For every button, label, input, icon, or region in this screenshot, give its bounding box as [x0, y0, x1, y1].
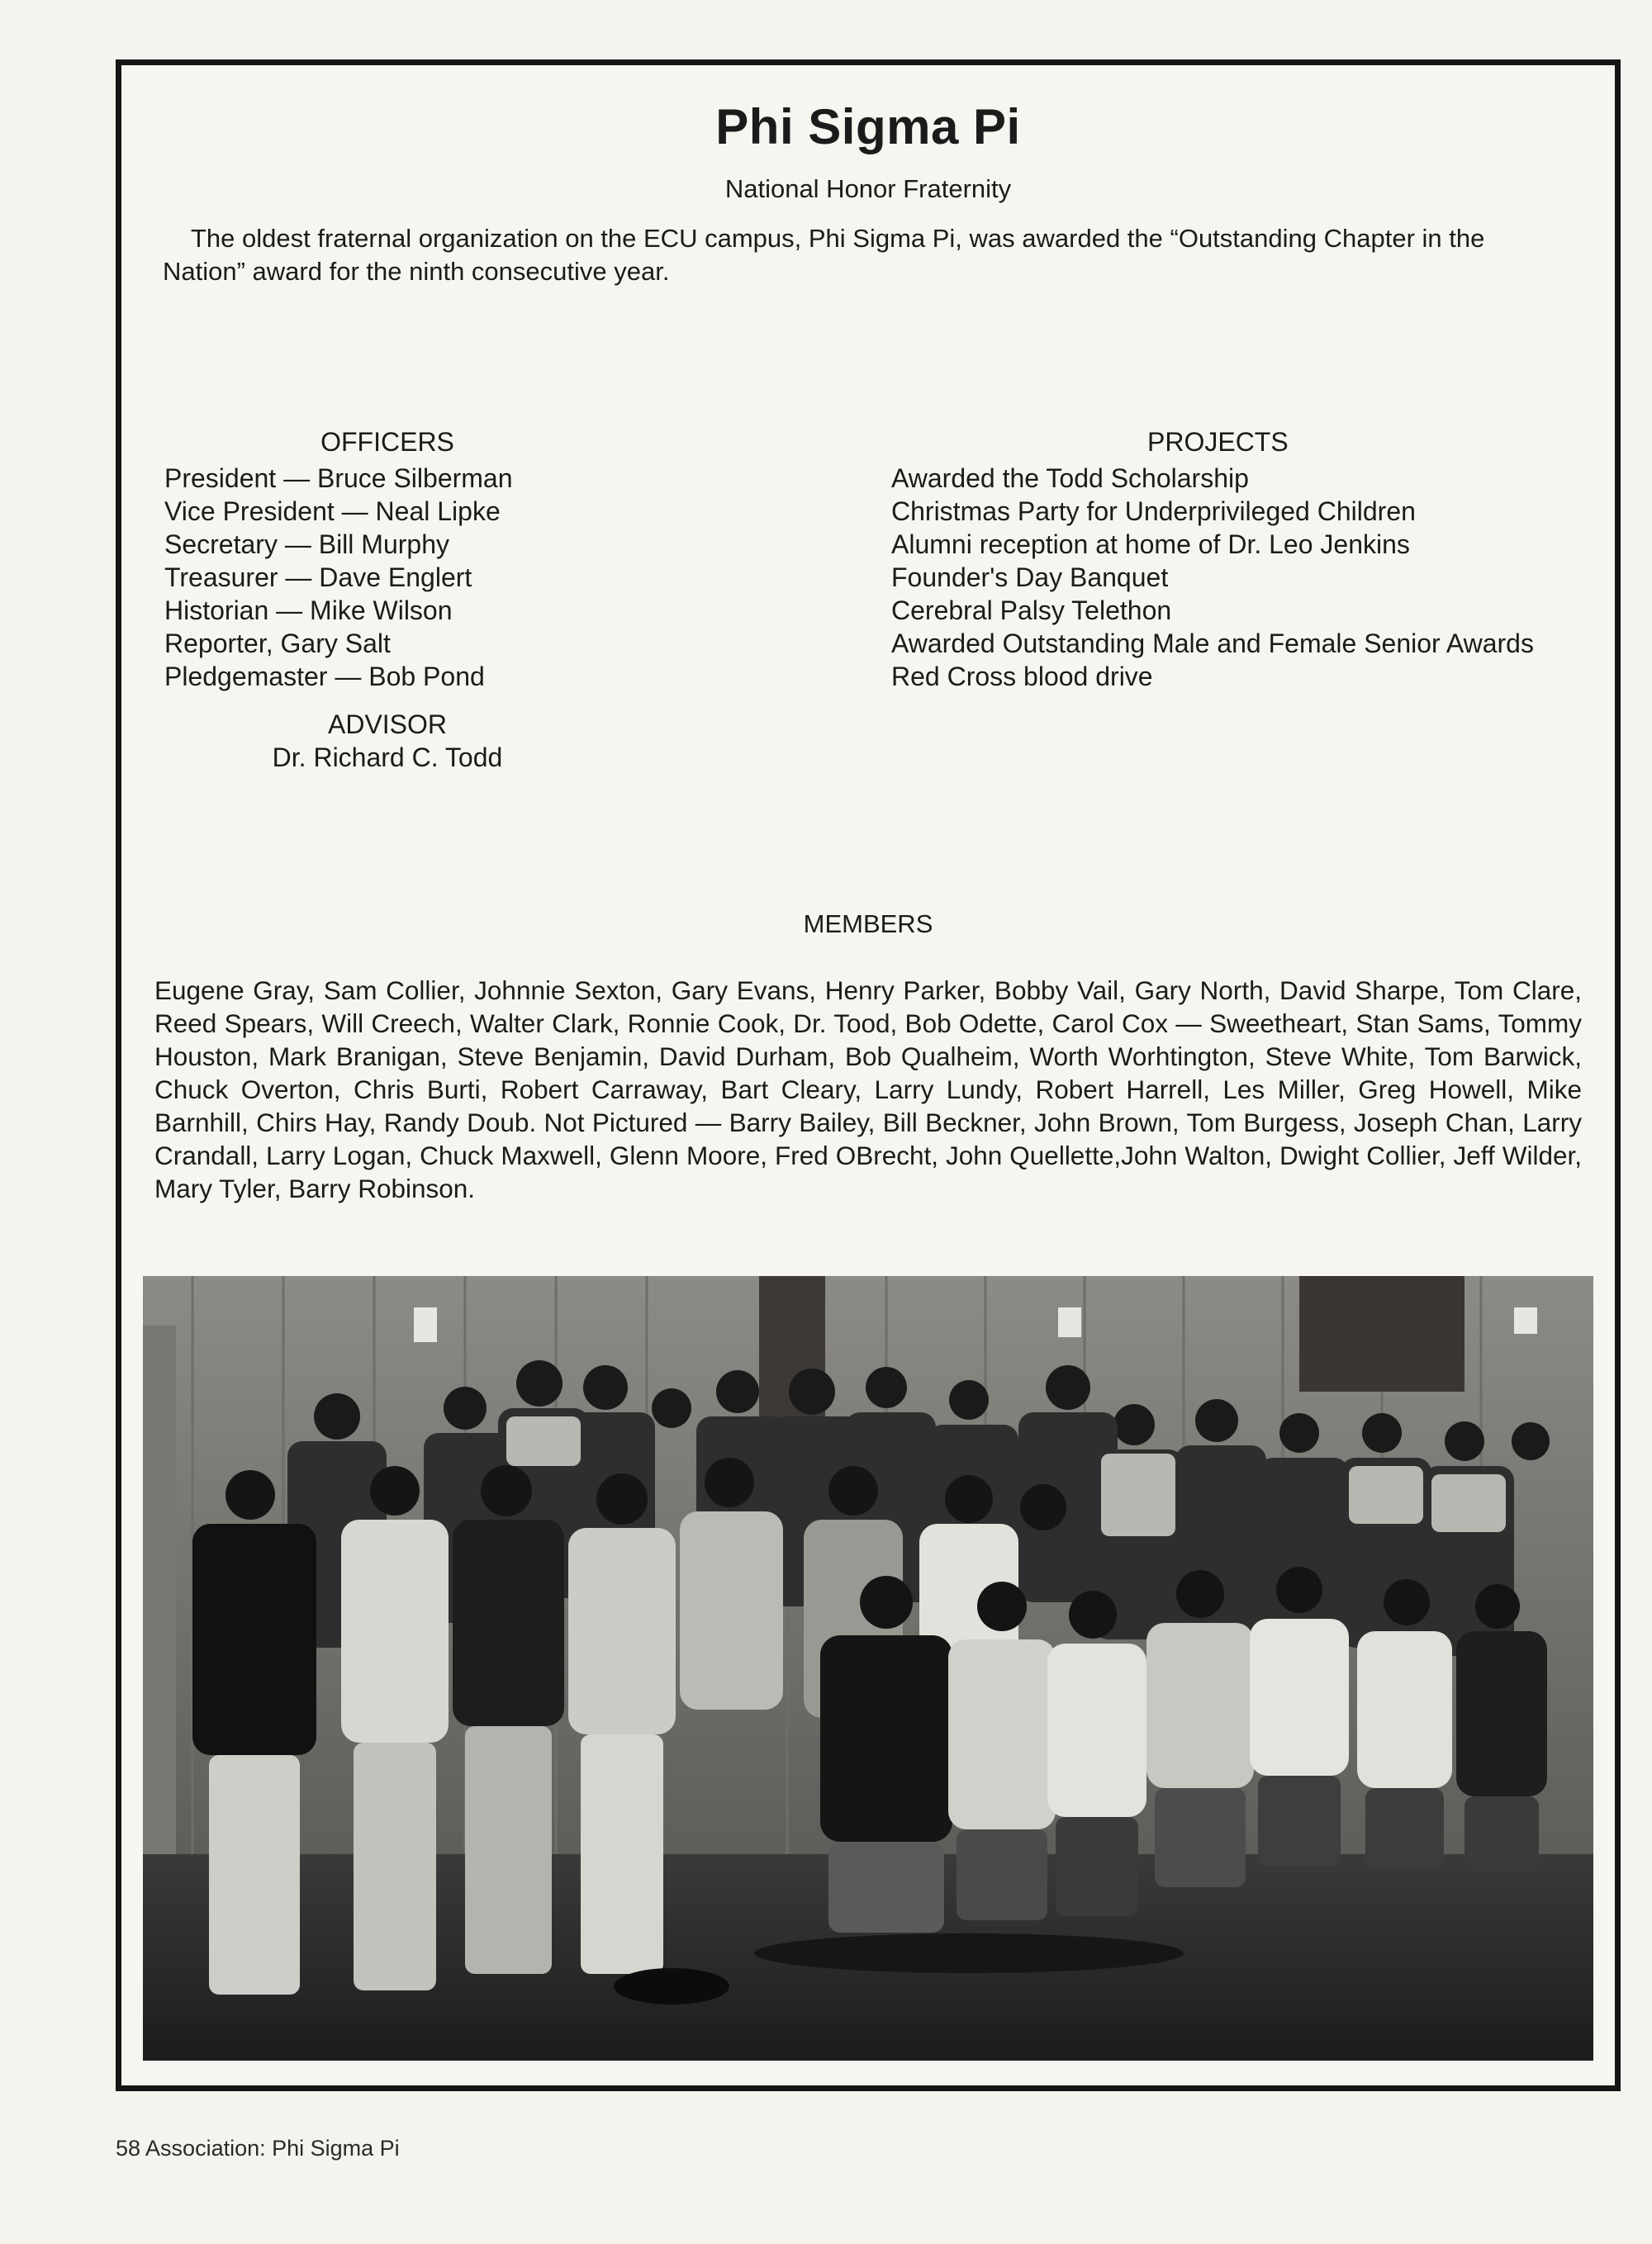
members-heading: MEMBERS — [803, 909, 933, 938]
officer-item: President — Bruce Silberman — [164, 463, 513, 493]
project-item: Awarded the Todd Scholarship — [891, 463, 1249, 493]
project-item: Red Cross blood drive — [891, 662, 1153, 691]
page-subtitle: National Honor Fraternity — [724, 174, 1012, 203]
project-item: Alumni reception at home of Dr. Leo Jenkins — [891, 529, 1410, 559]
officer-item: Historian — Mike Wilson — [164, 595, 453, 625]
page-footer: 58 Association: Phi Sigma Pi — [116, 2136, 400, 2161]
advisor-heading: ADVISOR — [327, 709, 448, 739]
projects-section — [891, 425, 1602, 693]
page-title: Phi Sigma Pi — [715, 99, 1021, 154]
officer-item: Vice President — Neal Lipke — [164, 496, 501, 526]
project-item: Founder's Day Banquet — [891, 562, 1169, 592]
project-item: Awarded Outstanding Male and Female Senior Awards — [891, 629, 1534, 658]
officer-item: Reporter, Gary Salt — [164, 629, 391, 658]
projects-list — [891, 462, 1602, 693]
projects-heading: PROJECTS — [1147, 427, 1289, 457]
group-photo — [143, 1276, 1593, 2061]
officer-item: Treasurer — Dave Englert — [164, 562, 472, 592]
advisor-name: Dr. Richard C. Todd — [272, 742, 503, 772]
officers-section — [164, 425, 610, 774]
officer-item: Pledgemaster — Bob Pond — [164, 662, 485, 691]
group-photo-illustration — [143, 1276, 1593, 2061]
advisor-block — [164, 708, 610, 774]
page-frame — [116, 59, 1621, 2091]
project-item: Cerebral Palsy Telethon — [891, 595, 1172, 625]
intro-paragraph: The oldest fraternal organization on the ECU campus, Phi Sigma Pi, was awarded the “Outstanding Chapter in the Nation” award for the ninth consecutive year. — [163, 224, 1485, 286]
members-list: Eugene Gray, Sam Collier, Johnnie Sexton, Gary Evans, Henry Parker, Bobby Vail, Gary North, David Sharpe, Tom Clare, Reed Spears, Will Creech, Walter Clark, Ronnie Cook, Dr. Tood, Bob Odette, Carol Cox — Sweetheart, Stan Sams, Tommy Houston, Mark Branigan, Steve Benjamin, David Durham, Bob Qualheim, Worth Worhtington, Steve White, Tom Barwick, Chuck Overton, Chris Burti, Robert Carraway, Bart Cleary, Larry Lundy, Robert Harrell, Les Miller, Greg Howell, Mike Barnhill, Chirs Hay, Randy Doub. Not Pictured — Barry Bailey, Bill Beckner, John Brown, Tom Burgess, Joseph Chan, Larry Crandall, Larry Logan, Chuck Maxwell, Glenn Moore, Fred OBrecht, John Quellette,John Walton, Dwight Collier, Jeff Wilder, Mary Tyler, Barry Robinson. — [154, 975, 1582, 1203]
project-item: Christmas Party for Underprivileged Children — [891, 496, 1416, 526]
officers-heading: OFFICERS — [320, 427, 454, 457]
officers-list — [164, 462, 610, 693]
officer-item: Secretary — Bill Murphy — [164, 529, 449, 559]
